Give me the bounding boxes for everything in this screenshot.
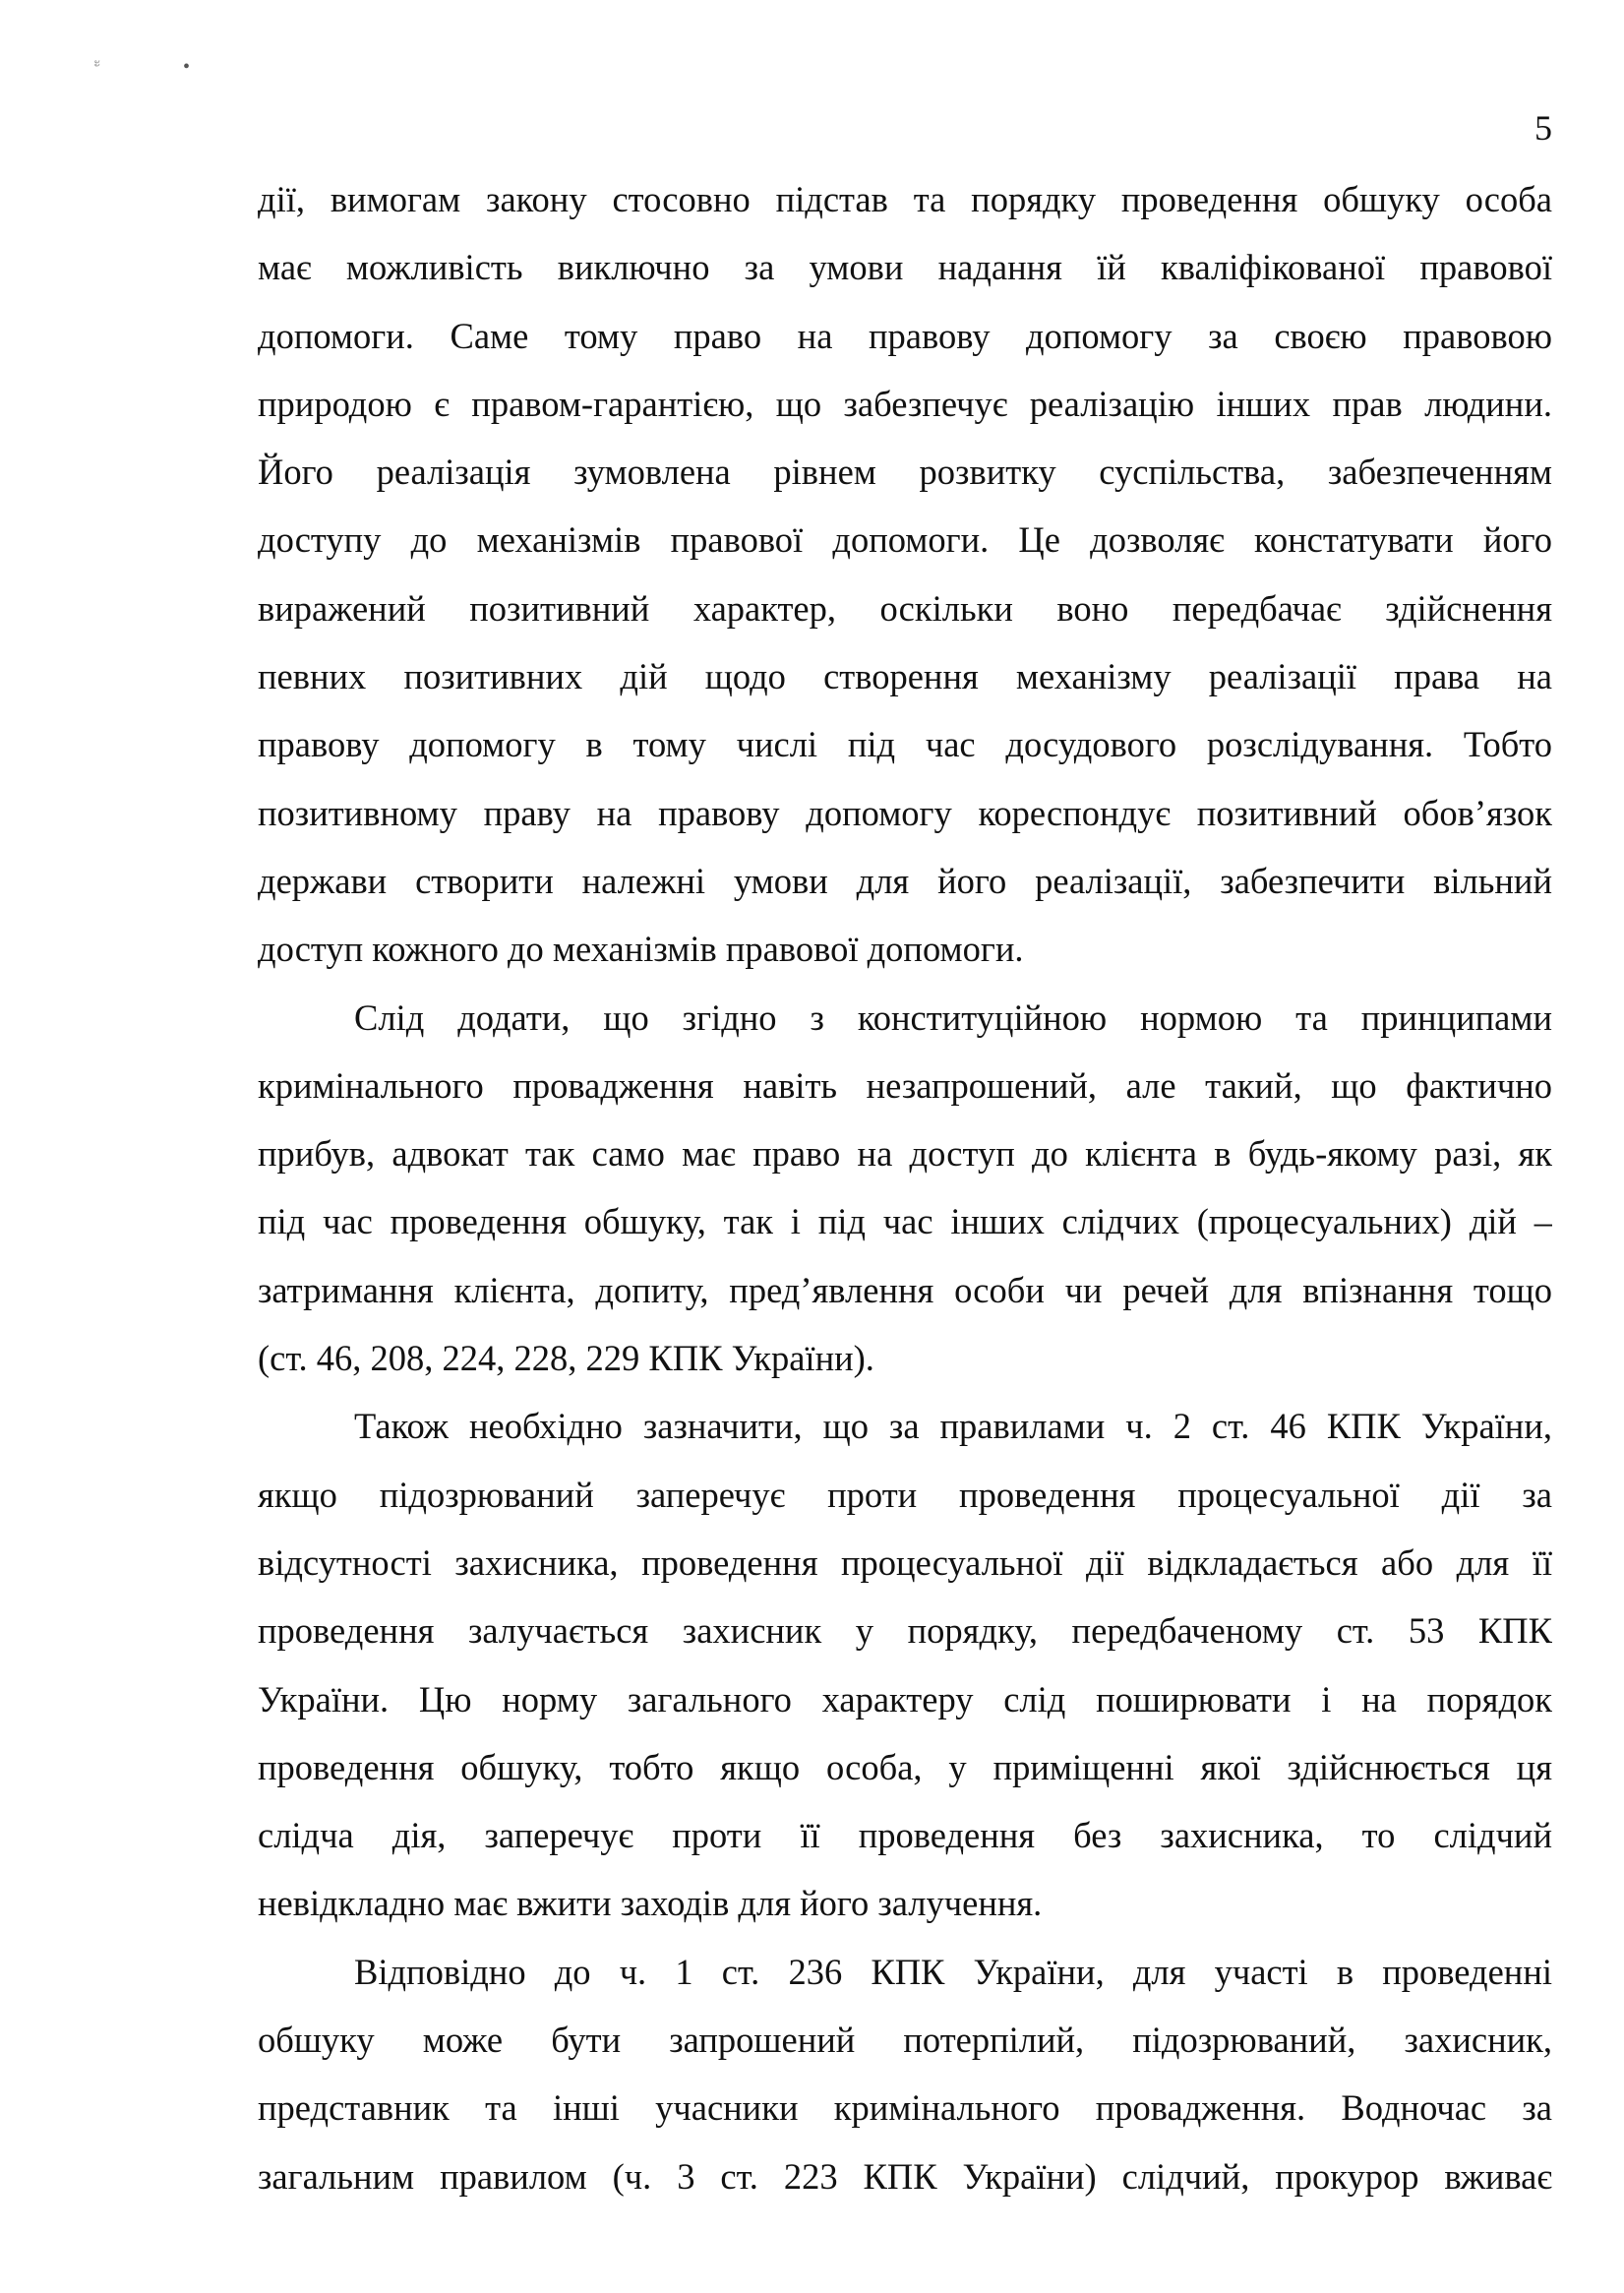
scan-artifact-mark: ะ	[93, 56, 101, 71]
text-line: правову допомогу в тому числі під час досудового розслідування. Тобто	[258, 724, 1552, 765]
text-line: доступ кожного до механізмів правової допомоги.	[258, 929, 1024, 970]
scan-artifact-dot: •	[183, 56, 191, 78]
text-line: доступу до механізмів правової допомоги. Це дозволяє констатувати його	[258, 519, 1552, 561]
text-line: представник та інші учасники кримінального провадження. Водночас за	[258, 2087, 1552, 2129]
text-line: під час проведення обшуку, так і під час інших слідчих (процесуальних) дій –	[258, 1201, 1552, 1242]
text-line: держави створити належні умови для його реалізації, забезпечити вільний	[258, 860, 1552, 901]
paragraph	[258, 1938, 1552, 2210]
paragraph	[258, 165, 1552, 984]
text-line: прибув, адвокат так само має право на доступ до клієнта в будь-якому разі, як	[258, 1133, 1552, 1175]
text-line: проведення обшуку, тобто якщо особа, у приміщенні якої здійснюється ця	[258, 1746, 1552, 1787]
text-line: позитивному праву на правову допомогу кореспондує позитивний обов’язок	[258, 792, 1552, 833]
text-line: (ст. 46, 208, 224, 228, 229 КПК України).	[258, 1338, 874, 1379]
text-line: загальним правилом (ч. 3 ст. 223 КПК України) слідчий, прокурор вживає	[258, 2155, 1552, 2197]
text-line: природою є правом-гарантією, що забезпечує реалізацію інших прав людини.	[258, 383, 1552, 424]
text-line: дії, вимогам закону стосовно підстав та порядку проведення обшуку особа	[258, 179, 1552, 219]
text-line: затримання клієнта, допиту, пред’явлення особи чи речей для впізнання тощо	[258, 1269, 1552, 1310]
text-line: Слід додати, що згідно з конституційною нормою та принципами	[354, 996, 1552, 1038]
text-line: якщо підозрюваний заперечує проти проведення процесуальної дії за	[258, 1474, 1552, 1515]
paragraph	[258, 984, 1552, 1393]
text-line: невідкладно має вжити заходів для його залучення.	[258, 1883, 1043, 1924]
text-line: Його реалізація зумовлена рівнем розвитку суспільства, забезпеченням	[258, 452, 1552, 493]
paragraph	[258, 1392, 1552, 1937]
text-line: відсутності захисника, проведення процесуальної дії відкладається або для її	[258, 1541, 1552, 1583]
text-line: слідча дія, заперечує проти її проведення без захисника, то слідчий	[258, 1815, 1552, 1856]
text-line: має можливість виключно за умови надання їй кваліфікованої правової	[258, 247, 1552, 288]
text-line: обшуку може бути запрошений потерпілий, підозрюваний, захисник,	[258, 2020, 1552, 2061]
page-number: 5	[1534, 108, 1552, 148]
text-line: проведення залучається захисник у порядку, передбаченому ст. 53 КПК	[258, 1610, 1552, 1652]
text-line: Також необхідно зазначити, що за правилами ч. 2 ст. 46 КПК України,	[354, 1406, 1552, 1447]
text-line: допомоги. Саме тому право на правову допомогу за своєю правовою	[258, 315, 1552, 356]
body-text	[258, 165, 1552, 2210]
text-line: України. Цю норму загального характеру слід поширювати і на порядок	[258, 1678, 1552, 1720]
text-line: Відповідно до ч. 1 ст. 236 КПК України, для участі в проведенні	[354, 1951, 1552, 1992]
text-line: певних позитивних дій щодо створення механізму реалізації права на	[258, 656, 1552, 697]
text-line: виражений позитивний характер, оскільки воно передбачає здійснення	[258, 587, 1552, 629]
text-line: кримінального провадження навіть незапрошений, але такий, що фактично	[258, 1064, 1552, 1106]
